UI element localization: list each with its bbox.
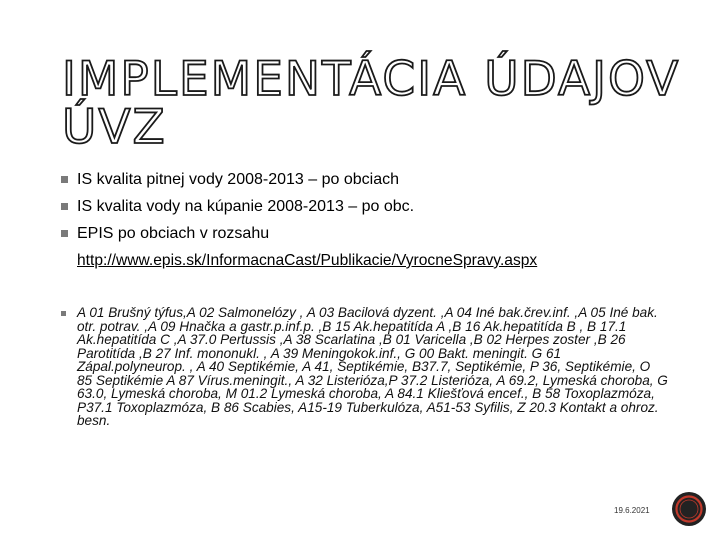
diagnoses-item <box>60 306 668 428</box>
bullet-text: IS kvalita vody na kúpanie 2008-2013 – po obc. <box>77 198 415 215</box>
main-bullet-list <box>60 166 680 274</box>
circle-logo-icon <box>671 491 707 527</box>
bullet-square-icon <box>61 203 68 210</box>
bullet-square-icon <box>61 176 68 183</box>
bullet-text: EPIS po obciach v rozsahu <box>77 225 270 242</box>
bullet-text: IS kvalita pitnej vody 2008-2013 – po obciach <box>77 171 399 188</box>
diagnoses-list <box>60 306 668 428</box>
title-line-2: ÚVZ <box>62 100 167 155</box>
bullet-item <box>60 166 680 193</box>
bullet-square-icon <box>61 311 66 316</box>
slide-title <box>62 52 681 155</box>
title-line-1: IMPLEMENTÁCIA ÚDAJOV <box>62 52 681 107</box>
bullet-square-icon <box>61 230 68 237</box>
epis-link[interactable]: http://www.epis.sk/InformacnaCast/Publikacie/VyrocneSpravy.aspx <box>77 252 538 269</box>
diagnoses-text: A 01 Brušný týfus,A 02 Salmonelózy , A 03 Bacilová dyzent. ,A 04 Iné bak.črev.inf. ,A 05 Iné bak. otr. potrav. ,A 09 Hnačka a gastr.p.inf.p. ,B 15 Ak.hepatitída A ,B 16 Ak.hepatitída B , B 17.1 Ak.hepatitída C ,A 37.0 Pertussis ,A 38 Scarlatina ,B 01 Varicella ,B 02 Herpes zoster ,B 26 Parotitída ,B 27 Inf. mononukl. , A 39 Meningokok.inf., G 00 Bakt. meningit. G 61 Zápal.polyneurop. , A 40 Septikémie, A 41, Septikémie, B37.7, Septikémie, P 36, Septikémie, O 85 Septikémie A 87 Vírus.meningit., A 32 Listerióza,P 37.2 Listerióza, A 69.2, Lymeská choroba, G 63.0, Lymeská choroba, M 01.2 Lymeská choroba, A 84.1 Kliešťová encef., B 58 Toxoplazmóza, P37.1 Toxoplazmóza, B 86 Scabies, A15-19 Tuberkulóza, A51-53 Syfilis, Z 20.3 Kontakt a ohroz. besn. <box>77 305 668 428</box>
bullet-item <box>60 193 680 220</box>
slide-date: 19.6.2021 <box>614 506 650 515</box>
bullet-item <box>60 220 680 274</box>
